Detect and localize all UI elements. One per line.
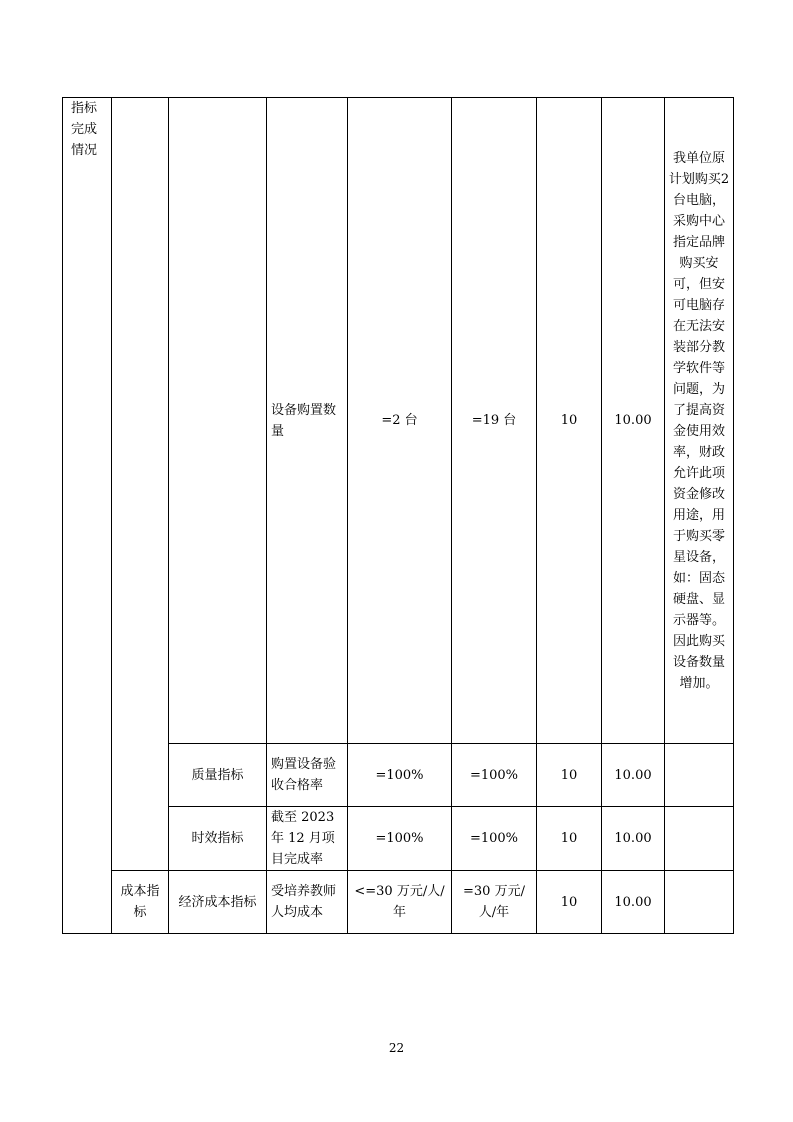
category-cell-empty bbox=[112, 98, 169, 871]
score-value: 10.00 bbox=[602, 807, 665, 871]
score-value: 10.00 bbox=[602, 744, 665, 807]
sub-category-quality: 质量指标 bbox=[169, 744, 267, 807]
target-value: =100% bbox=[348, 807, 452, 871]
category-cost: 成本指标 bbox=[112, 871, 169, 934]
actual-value: =30 万元/人/年 bbox=[452, 871, 537, 934]
indicator-name: 受培养教师人均成本 bbox=[267, 871, 348, 934]
weight-value: 10 bbox=[537, 807, 602, 871]
page-number: 22 bbox=[388, 1041, 405, 1055]
performance-indicator-table bbox=[62, 97, 734, 934]
weight-value: 10 bbox=[537, 744, 602, 807]
deviation-note bbox=[665, 744, 734, 807]
sub-category-timeliness: 时效指标 bbox=[169, 807, 267, 871]
indicator-name: 设备购置数量 bbox=[267, 98, 348, 744]
sub-category-economic-cost: 经济成本指标 bbox=[169, 871, 267, 934]
sub-category-cell-empty bbox=[169, 98, 267, 744]
row-label-indicator-completion: 指标完成情况 bbox=[63, 98, 112, 934]
score-value: 10.00 bbox=[602, 98, 665, 744]
target-value: =2 台 bbox=[348, 98, 452, 744]
weight-value: 10 bbox=[537, 871, 602, 934]
weight-value: 10 bbox=[537, 98, 602, 744]
score-value: 10.00 bbox=[602, 871, 665, 934]
table-row-equipment-quantity bbox=[63, 98, 734, 744]
deviation-note: 我单位原计划购买2台电脑，采购中心指定品牌购买安可，但安可电脑存在无法安装部分教学软件等问题，为了提高资金使用效率，财政允许此项资金修改用途，用于购买零星设备，如：固态硬盘、显示器等。因此购买设备数量增加。 bbox=[665, 98, 734, 744]
target-value: <=30 万元/人/年 bbox=[348, 871, 452, 934]
table-row-cost bbox=[63, 871, 734, 934]
indicator-name: 购置设备验收合格率 bbox=[267, 744, 348, 807]
indicator-name: 截至 2023 年 12 月项目完成率 bbox=[267, 807, 348, 871]
actual-value: =100% bbox=[452, 807, 537, 871]
actual-value: =100% bbox=[452, 744, 537, 807]
target-value: =100% bbox=[348, 744, 452, 807]
deviation-note bbox=[665, 871, 734, 934]
deviation-note bbox=[665, 807, 734, 871]
actual-value: =19 台 bbox=[452, 98, 537, 744]
